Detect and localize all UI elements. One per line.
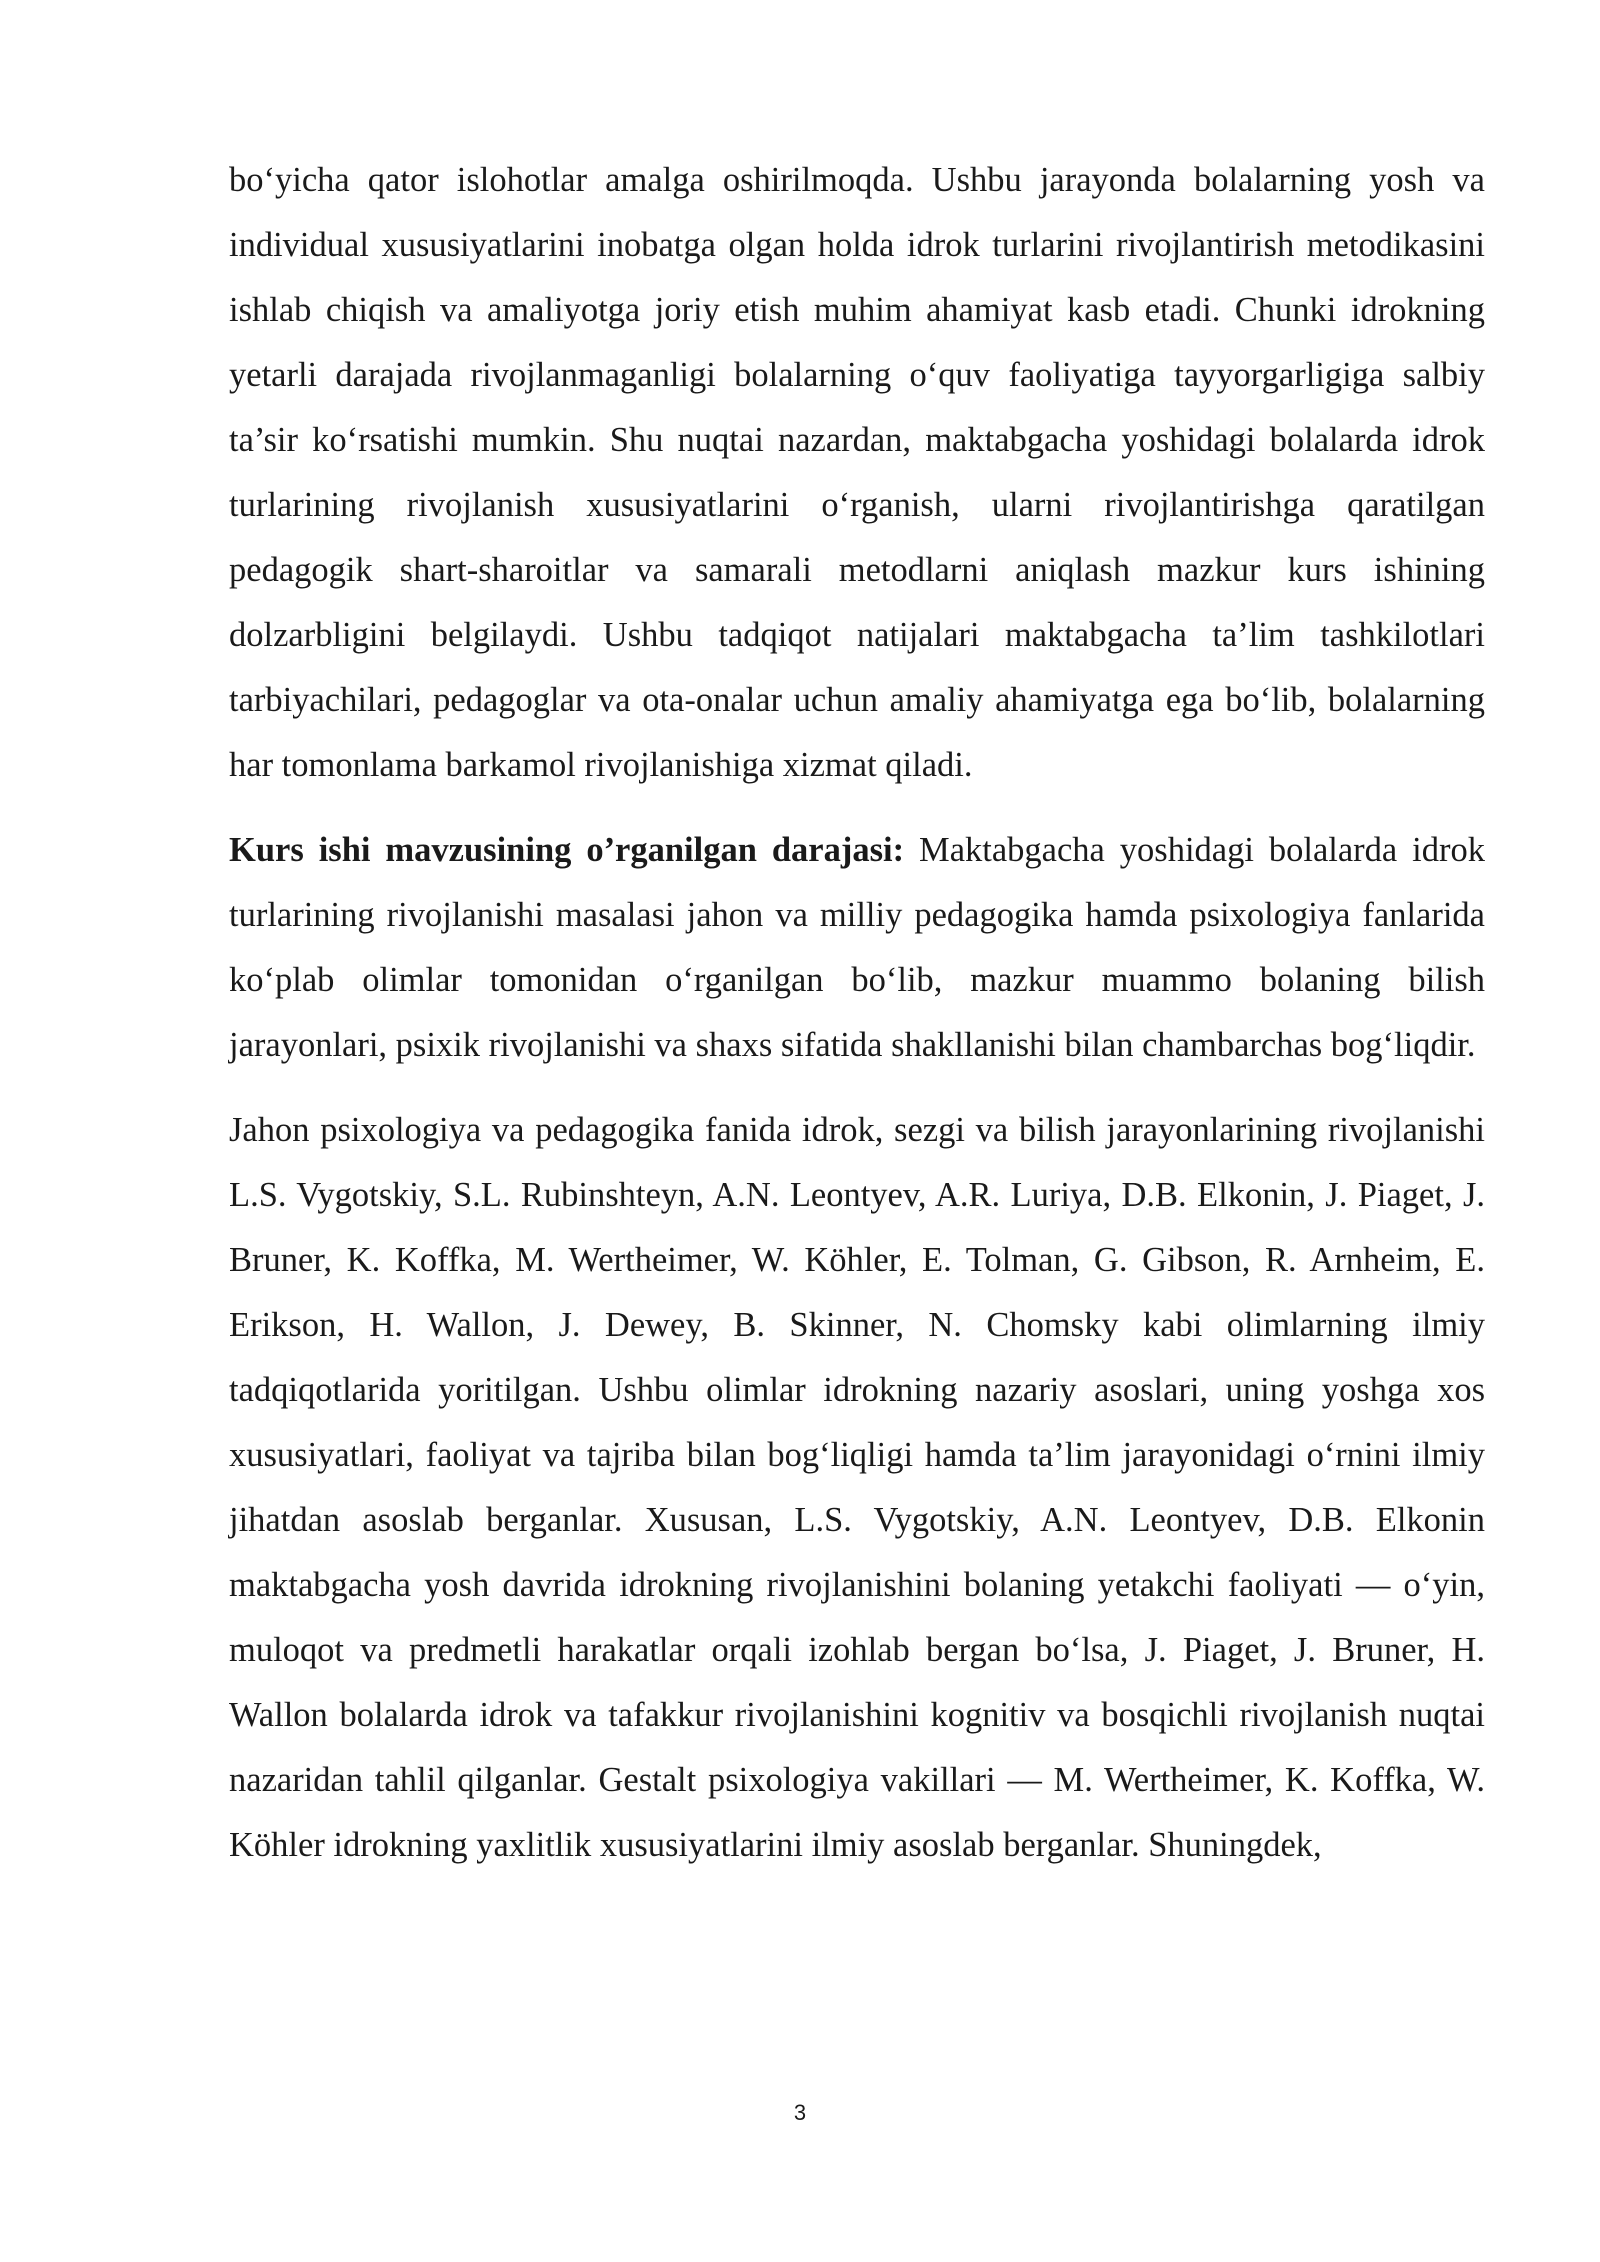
body-text [229,148,1485,1878]
paragraph-text: Jahon psixologiya va pedagogika fanida idrok, sezgi va bilish jarayonlarining rivojlanishi L.S. Vygotskiy, S.L. Rubinshteyn, A.N. Leontyev, A.R. Luriya, D.B. Elkonin, J. Piaget, J. Bruner, K. Koffka, M. Wertheimer, W. Köhler, E. Tolman, G. Gibson, R. Arnheim, E. Erikson, H. Wallon, J. Dewey, B. Skinner, N. Chomsky kabi olimlarning ilmiy tadqiqotlarida yoritilgan. Ushbu olimlar idrokning nazariy asoslari, uning yoshga xos xususiyatlari, faoliyat va tajriba bilan bog‘liqligi hamda ta’lim jarayonidagi o‘rnini ilmiy jihatdan asoslab berganlar. Xususan, L.S. Vygotskiy, A.N. Leontyev, D.B. Elkonin maktabgacha yosh davrida idrokning rivojlanishini bolaning yetakchi faoliyati — o‘yin, muloqot va predmetli harakatlar orqali izohlab bergan bo‘lsa, J. Piaget, J. Bruner, H. Wallon bolalarda idrok va tafakkur rivojlanishini kognitiv va bosqichli rivojlanish nuqtai nazaridan tahlil qilganlar. Gestalt psixologiya vakillari — M. Wertheimer, K. Koffka, W. Köhler idrokning yaxlitlik xususiyatlarini ilmiy asoslab berganlar. Shuningdek, [229,1111,1485,1864]
section-heading: Kurs ishi mavzusining o’rganilgan darajasi: [229,831,905,869]
paragraph-research-level [229,818,1485,1078]
paragraph-text: Maktabgacha yoshidagi bolalarda idrok turlarining rivojlanishi masalasi jahon va milliy pedagogika hamda psixologiya fanlarida ko‘plab olimlar tomonidan o‘rganilgan bo‘lib, mazkur muammo bolaning bilish jarayonlari, psixik rivojlanishi va shaxs sifatida shakllanishi bilan chambarchas bog‘liqdir. [229,831,1485,1064]
paragraph-intro-continuation [229,148,1485,798]
paragraph-world-science [229,1098,1485,1878]
page-number: 3 [793,2100,807,2125]
paragraph-text: bo‘yicha qator islohotlar amalga oshirilmoqda. Ushbu jarayonda bolalarning yosh va individual xususiyatlarini inobatga olgan holda idrok turlarini rivojlantirish metodikasini ishlab chiqish va amaliyotga joriy etish muhim ahamiyat kasb etadi. Chunki idrokning yetarli darajada rivojlanmaganligi bolalarning o‘quv faoliyatiga tayyorgarligiga salbiy ta’sir ko‘rsatishi mumkin. Shu nuqtai nazardan, maktabgacha yoshidagi bolalarda idrok turlarining rivojlanish xususiyatlarini o‘rganish, ularni rivojlantirishga qaratilgan pedagogik shart-sharoitlar va samarali metodlarni aniqlash mazkur kurs ishining dolzarbligini belgilaydi. Ushbu tadqiqot natijalari maktabgacha ta’lim tashkilotlari tarbiyachilari, pedagoglar va ota-onalar uchun amaliy ahamiyatga ega bo‘lib, bolalarning har tomonlama barkamol rivojlanishiga xizmat qiladi. [229,161,1485,784]
